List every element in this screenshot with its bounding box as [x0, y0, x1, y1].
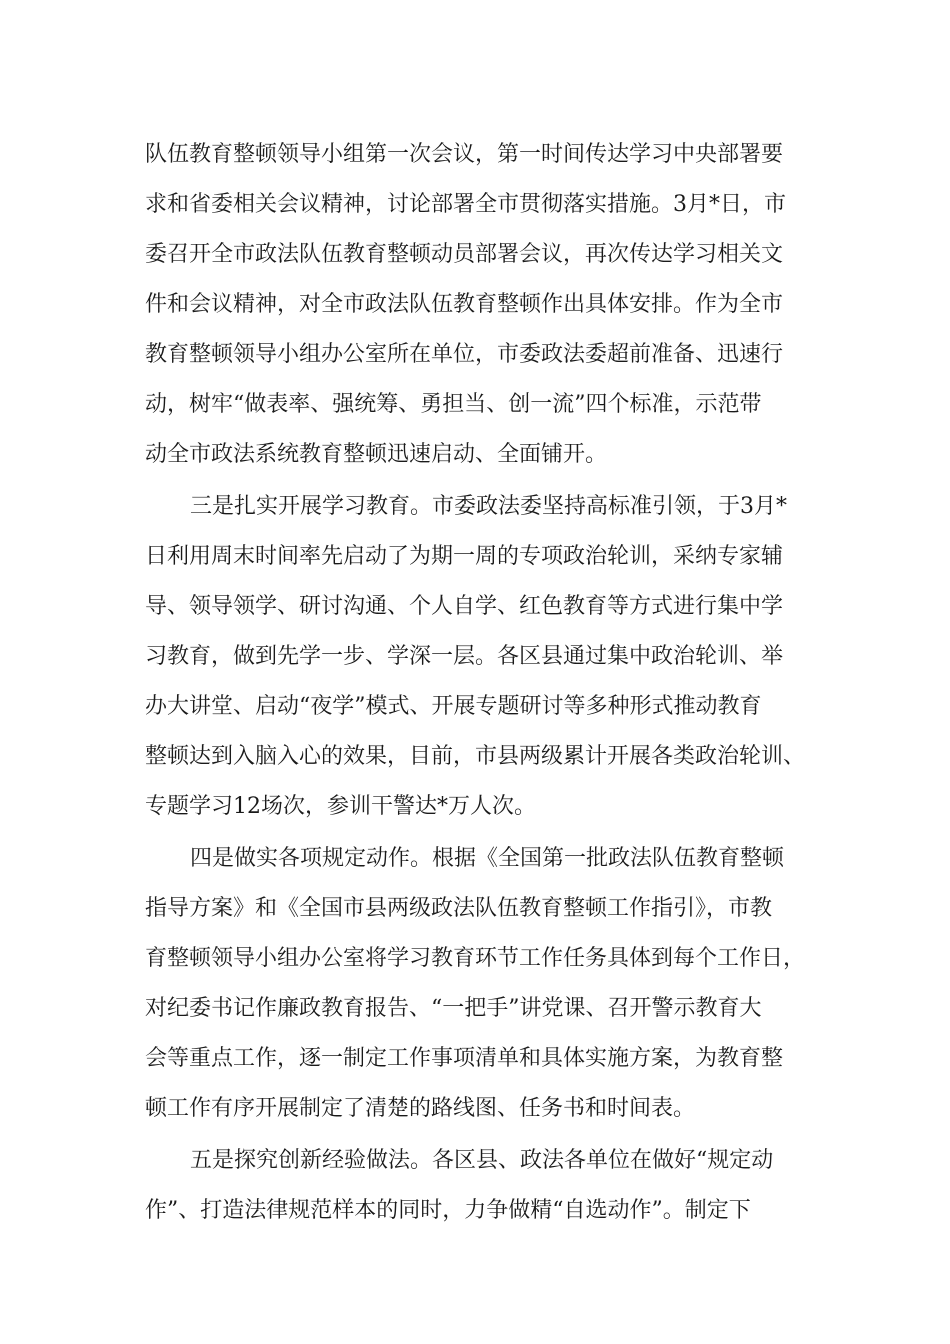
text-line-content: 指导方案》和《全国市县两级政法队伍教育整顿工作指引》，市教 [145, 896, 773, 921]
text-line-content: 五是探究创新经验做法。各区县、政法各单位在做好“规定动 [190, 1148, 774, 1173]
text-line [0, 889, 950, 929]
text-line [0, 587, 950, 627]
text-line [0, 1089, 950, 1129]
text-line-content: 作”、打造法律规范样本的同时，力争做精“自选动作”。制定下 [145, 1198, 751, 1223]
text-line [0, 989, 950, 1029]
text-line [0, 385, 950, 425]
text-line-content: 队伍教育整顿领导小组第一次会议，第一时间传达学习中央部署要 [145, 142, 784, 167]
text-line [0, 435, 950, 475]
text-line-content: 习教育，做到先学一步、学深一层。各区县通过集中政治轮训、举 [145, 644, 784, 669]
text-line-content: 专题学习12场次，参训干警达*万人次。 [145, 794, 536, 819]
text-line [0, 787, 950, 827]
text-line [0, 1039, 950, 1079]
text-line-content: 求和省委相关会议精神，讨论部署全市贯彻落实措施。3月*日，市 [145, 192, 786, 217]
text-line-content: 导、领导领学、研讨沟通、个人自学、红色教育等方式进行集中学 [145, 594, 784, 619]
text-line-content: 办大讲堂、启动“夜学”模式、开展专题研讨等多种形式推动教育 [145, 694, 762, 719]
text-line-content: 整顿达到入脑入心的效果，目前，市县两级累计开展各类政治轮训、 [145, 744, 806, 769]
text-line [0, 737, 950, 777]
paragraph-first-line [0, 1141, 950, 1181]
text-line [0, 537, 950, 577]
text-line [0, 1191, 950, 1231]
text-line-content: 动，树牢“做表率、强统筹、勇担当、创一流”四个标准，示范带 [145, 392, 762, 417]
text-line-content: 日利用周末时间率先启动了为期一周的专项政治轮训，采纳专家辅 [145, 544, 784, 569]
text-line [0, 135, 950, 175]
paragraph-first-line [0, 487, 950, 527]
text-line-content: 委召开全市政法队伍教育整顿动员部署会议，再次传达学习相关文 [145, 242, 784, 267]
text-line-content: 四是做实各项规定动作。根据《全国第一批政法队伍教育整顿 [190, 846, 785, 871]
text-line [0, 235, 950, 275]
text-line [0, 185, 950, 225]
text-line-content: 会等重点工作，逐一制定工作事项清单和具体实施方案，为教育整 [145, 1046, 784, 1071]
text-line-content: 育整顿领导小组办公室将学习教育环节工作任务具体到每个工作日， [145, 946, 806, 971]
text-line-content: 教育整顿领导小组办公室所在单位，市委政法委超前准备、迅速行 [145, 342, 784, 367]
text-line [0, 335, 950, 375]
text-line [0, 637, 950, 677]
text-line [0, 687, 950, 727]
text-line [0, 939, 950, 979]
text-line [0, 285, 950, 325]
text-line-content: 顿工作有序开展制定了清楚的路线图、任务书和时间表。 [145, 1096, 696, 1121]
text-line-content: 三是扎实开展学习教育。市委政法委坚持高标准引领，于3月* [190, 494, 787, 519]
text-line-content: 动全市政法系统教育整顿迅速启动、全面铺开。 [145, 442, 608, 467]
text-line-content: 件和会议精神，对全市政法队伍教育整顿作出具体安排。作为全市 [145, 292, 784, 317]
text-line-content: 对纪委书记作廉政教育报告、“一把手”讲党课、召开警示教育大 [145, 996, 762, 1021]
paragraph-first-line [0, 839, 950, 879]
